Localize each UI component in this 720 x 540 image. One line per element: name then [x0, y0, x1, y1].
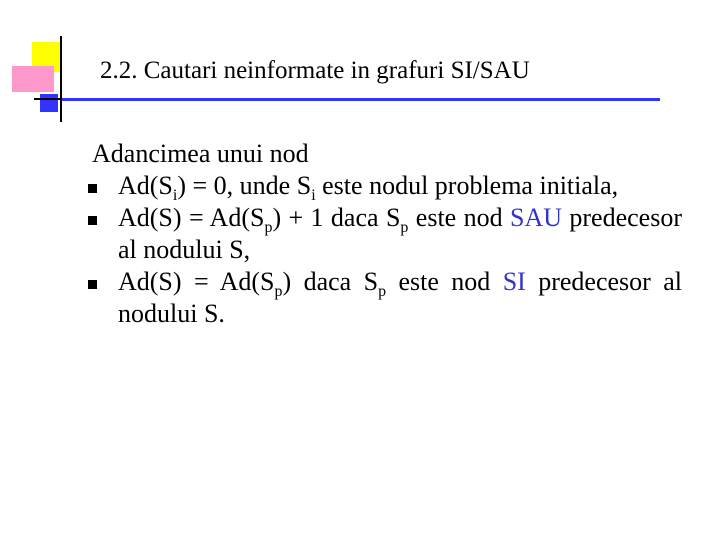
logo-pink-square: [12, 66, 54, 92]
keyword-sau: SAU: [510, 203, 563, 232]
slide-title: 2.2. Cautari neinformate in grafuri SI/SAU: [100, 57, 530, 84]
slide-content: [92, 138, 682, 330]
keyword-si: SI: [502, 267, 526, 296]
logo-blue-square: [40, 94, 58, 112]
bullet-item-2: $Ad(S) = Ad(S_p) + 1$ daca $S_p$ este nod SAU predecesor al nodului S,: [92, 202, 682, 266]
bullet-list: [92, 170, 682, 330]
square-bullet-icon: [88, 216, 97, 225]
square-bullet-icon: [88, 184, 97, 193]
bullet-item-3: $Ad(S) = Ad(S_p)$ daca $S_p$ este nod SI predecesor al nodului S.: [92, 266, 682, 330]
square-bullet-icon: [88, 280, 97, 289]
logo-vertical-line: [60, 36, 62, 122]
bullet-item-1: $Ad(S_i) = 0$, unde $S_i$ este nodul problema initiala,: [92, 170, 682, 202]
content-heading: Adancimea unui nod: [92, 139, 309, 168]
logo-horizontal-line: [34, 98, 62, 100]
title-underline: [62, 98, 660, 101]
